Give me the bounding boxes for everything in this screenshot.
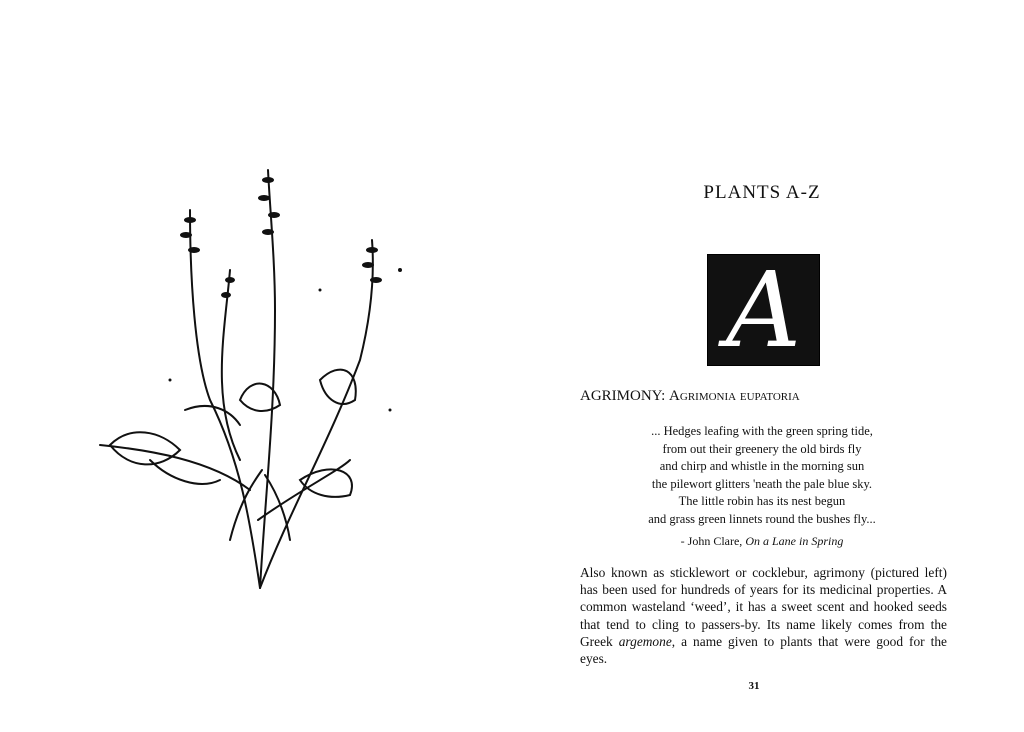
agrimony-illustration <box>90 160 420 590</box>
page-title: PLANTS A-Z <box>703 182 821 203</box>
page-number: 31 <box>748 680 760 692</box>
poem-line: The little robin has its nest begun <box>678 494 846 509</box>
poem-attribution <box>592 534 932 549</box>
attribution-title: On a Lane in Spring <box>745 534 844 548</box>
body-text-italic: argemone <box>618 633 672 649</box>
poem-line: and chirp and whistle in the morning sun <box>659 459 865 474</box>
body-text: , a name given to plants that were good for the eyes. <box>580 633 947 667</box>
entry-heading <box>580 388 800 405</box>
body-paragraph <box>580 564 947 667</box>
drop-cap-letter: A <box>725 249 802 371</box>
poem-quote <box>592 423 932 529</box>
entry-scientific-name: Agrimonia eupatoria <box>669 388 800 404</box>
poem-line: and grass green linnets round the bushes fly... <box>648 511 876 526</box>
poem-line: the pilewort glitters 'neath the pale blue sky. <box>651 476 873 491</box>
poem-line: from out their greenery the old birds fly <box>662 441 862 456</box>
drop-cap-ornament <box>707 249 820 371</box>
attribution-author: - John Clare, <box>680 534 743 548</box>
poem-line: ... Hedges leafing with the green spring tide, <box>651 424 873 438</box>
entry-name: AGRIMONY: <box>580 388 666 404</box>
right-page <box>512 0 1024 732</box>
body-text: Also known as sticklewort or cocklebur, agrimony (pictured left) has been used for hundreds of years for its medicinal properties. A common wasteland ‘weed’, it has a sweet scent and hooked seeds that tend to cling to passers-by. Its name likely comes from the Greek <box>580 565 947 649</box>
